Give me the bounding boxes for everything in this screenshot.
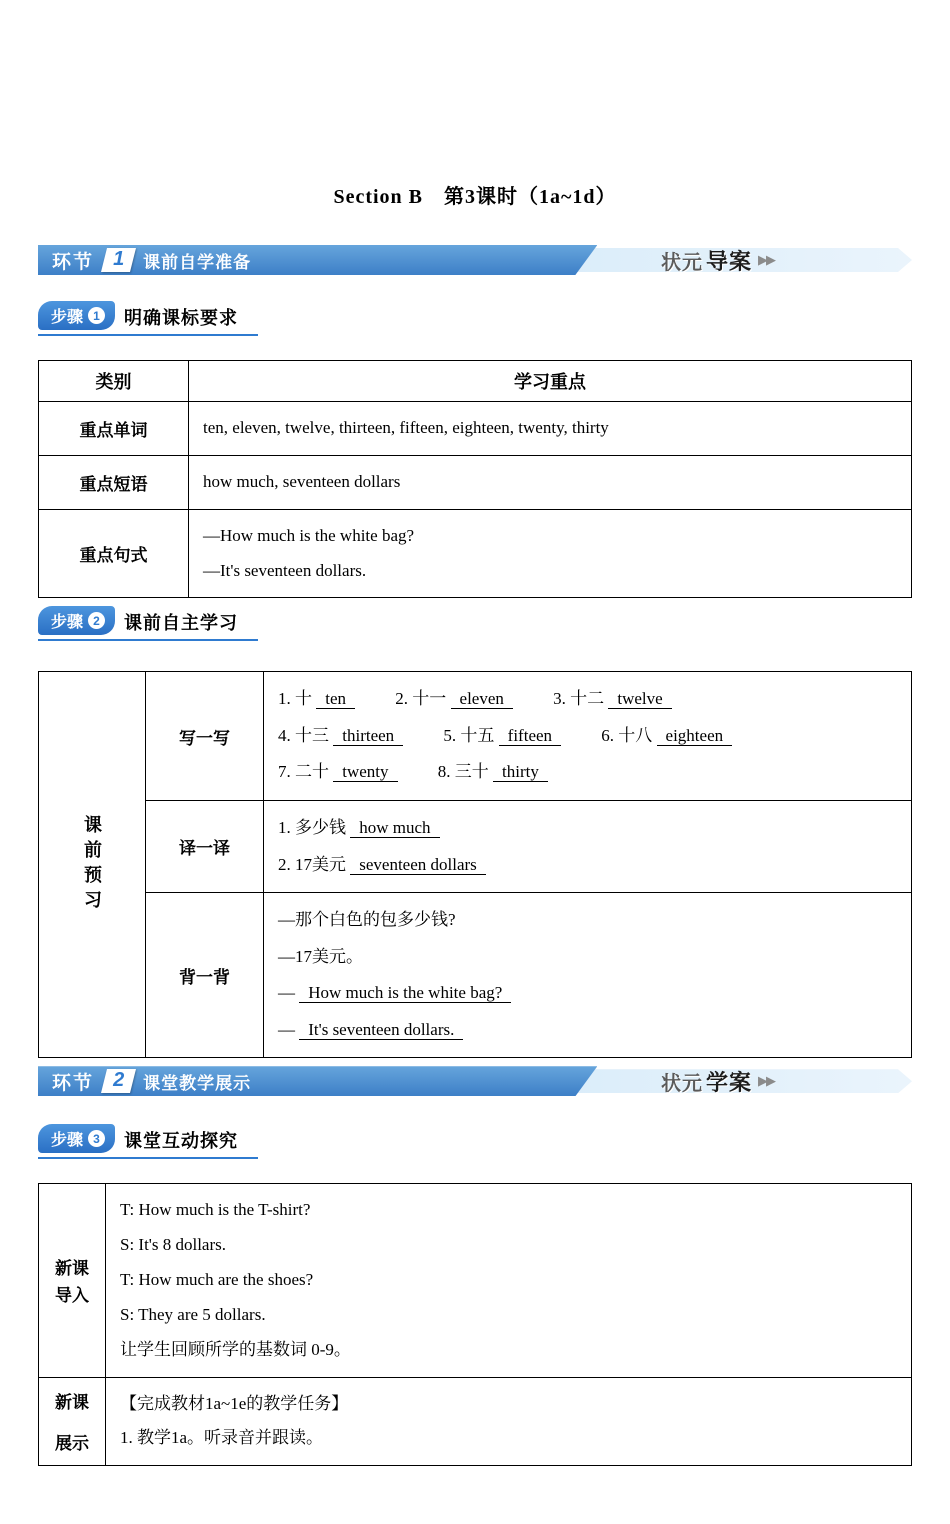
content-line: ten, eleven, twelve, thirteen, fifteen, eighteen, twenty, thirty <box>203 418 609 437</box>
brand-part1: 状元 <box>660 251 703 274</box>
banner-title: 课前自学准备 <box>143 252 252 272</box>
table-row <box>39 672 912 801</box>
content-line <box>278 718 897 755</box>
preview-table <box>38 671 912 1058</box>
row-content <box>264 801 912 893</box>
answer-blank: eighteen <box>657 726 733 746</box>
answer-blank: eleven <box>451 689 513 709</box>
answer-blank: thirteen <box>333 726 403 746</box>
answer-blank: fifteen <box>499 726 561 746</box>
step-badge <box>38 301 115 330</box>
fill-item: 3. 十二 twelve <box>553 689 672 709</box>
step-badge-prefix: 步骤 <box>51 614 84 632</box>
content-line <box>278 681 897 718</box>
row-content <box>264 672 912 801</box>
col-header-focus: 学习重点 <box>189 361 912 402</box>
table-row <box>39 402 912 456</box>
double-arrow-icon: ▶▶ <box>758 252 774 267</box>
answer-blank: thirty <box>493 762 548 782</box>
content-line: 1. 教学1a。听录音并跟读。 <box>120 1428 324 1448</box>
brand-part1: 状元 <box>660 1072 703 1095</box>
content-line: 让学生回顾所学的基数词 0-9。 <box>120 1339 351 1359</box>
answer-blank: ten <box>316 689 355 709</box>
side-label-cell <box>39 672 146 1058</box>
brand-logo <box>661 1066 774 1096</box>
fill-item: 5. 十五 fifteen <box>443 726 561 745</box>
double-arrow-icon: ▶▶ <box>758 1073 774 1089</box>
banner-left-content <box>52 1066 251 1096</box>
fill-item: 4. 十三 thirteen <box>278 726 403 745</box>
row-label: 背一背 <box>146 893 264 1058</box>
content-line: 【完成教材1a~1e的教学任务】 <box>120 1393 349 1413</box>
step-badge-prefix: 步骤 <box>51 1132 84 1150</box>
table-row <box>39 509 912 598</box>
fill-item: 1. 多少钱 how much <box>278 818 440 838</box>
banner-number-flag <box>101 1069 136 1093</box>
step-badge-row-2 <box>38 606 258 641</box>
banner-step-number: 2 <box>113 1069 125 1092</box>
content-line <box>278 847 897 884</box>
row-content <box>189 509 912 598</box>
answer-blank: twenty <box>333 762 397 782</box>
section-banner-1 <box>38 245 912 275</box>
worksheet-page <box>0 180 950 1496</box>
brand-part2: 学案 <box>705 1069 752 1095</box>
row-label: 译一译 <box>146 801 264 893</box>
fill-item: 1. 十 ten <box>278 689 355 708</box>
banner-step-label: 环节 <box>52 1072 95 1094</box>
content-line: —那个白色的包多少钱? <box>278 910 456 930</box>
step-badge-row-1 <box>38 301 258 336</box>
table-header-row <box>39 361 912 402</box>
content-line: —How much is the white bag? <box>203 525 415 545</box>
step-number-circle: 2 <box>88 612 105 629</box>
content-line: —17美元。 <box>278 946 363 966</box>
table-row <box>39 801 912 893</box>
step-number-circle: 3 <box>88 1130 105 1147</box>
answer-blank: seventeen dollars <box>350 855 486 875</box>
table-row <box>39 893 912 1058</box>
section-banner-2 <box>38 1066 912 1096</box>
content-line <box>278 754 897 791</box>
side-label: 课前预习 <box>82 814 102 915</box>
step-title: 明确课标要求 <box>124 308 239 328</box>
answer-blank: It's seventeen dollars. <box>299 1020 463 1040</box>
brand-part2: 导案 <box>705 248 752 274</box>
content-line: — How much is the white bag? <box>278 975 897 1012</box>
row-content <box>106 1184 912 1377</box>
table-row <box>39 1184 912 1377</box>
banner-step-label: 环节 <box>52 251 95 273</box>
answer-blank: How much is the white bag? <box>299 983 511 1003</box>
row-label: 重点单词 <box>39 402 189 456</box>
content-line: — It's seventeen dollars. <box>278 1012 897 1049</box>
fill-item: 7. 二十 twenty <box>278 762 398 781</box>
row-label: 重点句式 <box>39 509 189 598</box>
row-label: 重点短语 <box>39 455 189 509</box>
row-content <box>106 1377 912 1466</box>
banner-left-content <box>52 245 251 275</box>
fill-item: 8. 三十 thirty <box>438 762 548 782</box>
content-line: S: It's 8 dollars. <box>120 1235 227 1255</box>
page-title: Section B 第3课时（1a~1d） <box>333 186 617 208</box>
step-badge-prefix: 步骤 <box>51 309 84 326</box>
table-row <box>39 1377 912 1466</box>
answer-blank: twelve <box>608 689 671 709</box>
brand-logo <box>661 245 774 275</box>
row-content <box>189 402 912 456</box>
row-label: 写一写 <box>146 672 264 801</box>
col-header-category: 类别 <box>39 361 189 402</box>
fill-item: 6. 十八 eighteen <box>601 726 732 746</box>
step-badge <box>38 606 115 635</box>
step-title: 课前自主学习 <box>124 613 239 634</box>
row-label <box>39 1184 106 1377</box>
row-label-stack: 新课 展示 <box>55 1393 89 1454</box>
content-line: —It's seventeen dollars. <box>203 560 367 580</box>
row-label-stack: 新课 导入 <box>55 1259 89 1306</box>
key-points-table <box>38 360 912 598</box>
step-title: 课堂互动探究 <box>124 1131 239 1152</box>
fill-item: 2. 17美元 seventeen dollars <box>278 855 486 875</box>
answer-blank: how much <box>350 818 439 838</box>
banner-title: 课堂教学展示 <box>143 1073 252 1093</box>
content-line <box>278 810 897 847</box>
row-content <box>264 893 912 1058</box>
content-line: T: How much are the shoes? <box>120 1269 314 1289</box>
row-label <box>39 1377 106 1466</box>
content-line: T: How much is the T-shirt? <box>120 1200 311 1220</box>
banner-step-number: 1 <box>113 248 125 270</box>
table-row <box>39 455 912 509</box>
classroom-table <box>38 1183 912 1466</box>
fill-item: 2. 十一 eleven <box>395 689 513 708</box>
banner-number-flag <box>101 248 136 272</box>
content-line: how much, seventeen dollars <box>203 471 401 491</box>
step-number-circle: 1 <box>88 307 105 324</box>
content-line: S: They are 5 dollars. <box>120 1304 266 1324</box>
step-badge-row-3 <box>38 1124 258 1159</box>
step-badge <box>38 1124 115 1153</box>
row-content <box>189 455 912 509</box>
